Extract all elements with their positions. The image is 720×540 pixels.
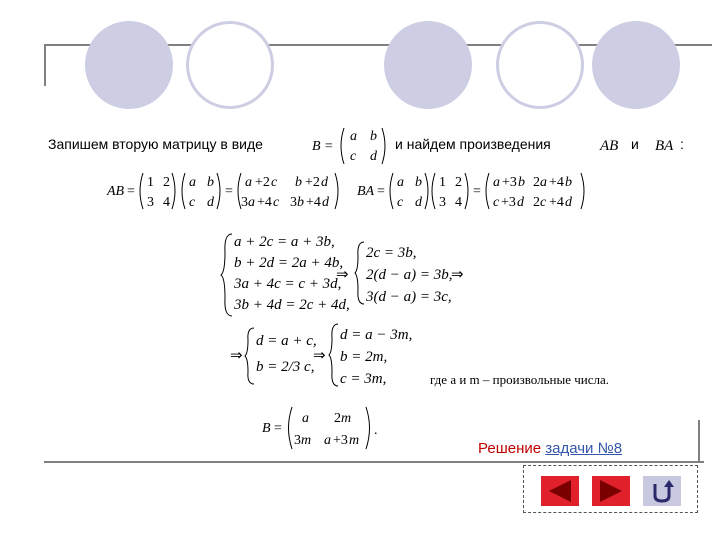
svg-text:4: 4 xyxy=(163,195,170,210)
svg-text:b: b xyxy=(295,175,302,190)
system-3-line: d = a + c, xyxy=(256,333,317,349)
svg-text:2: 2 xyxy=(533,175,540,190)
svg-text:2: 2 xyxy=(163,175,170,190)
intro-colon: : xyxy=(680,136,684,152)
svg-text:=: = xyxy=(225,184,233,199)
system-1-line: 3b + 4d = 2c + 4d, xyxy=(234,297,350,313)
svg-text:1: 1 xyxy=(147,175,154,190)
system-2-line: 2(d − a) = 3b, xyxy=(366,267,453,283)
result-matrix xyxy=(262,404,392,452)
svg-text:1: 1 xyxy=(439,175,446,190)
system-2-line: 2c = 3b, xyxy=(366,245,417,261)
svg-text:d: d xyxy=(370,149,377,164)
svg-text:3: 3 xyxy=(294,433,301,448)
svg-text:=: = xyxy=(473,184,481,199)
decor-circle-1 xyxy=(85,21,173,109)
matrix-b-intro xyxy=(310,124,390,168)
svg-text:b: b xyxy=(415,175,422,190)
next-slide-button[interactable] xyxy=(592,476,630,506)
footer-rule xyxy=(44,461,704,463)
return-arrow-icon xyxy=(643,476,681,506)
system-1-line: 3a + 4c = c + 3d, xyxy=(234,276,342,292)
decor-circle-2 xyxy=(186,21,274,109)
intro-conj: и xyxy=(631,136,639,152)
system-2-brace xyxy=(354,240,366,306)
svg-text:c: c xyxy=(271,175,278,190)
implies-arrow-1: ⇒ xyxy=(336,266,349,283)
implies-arrow-2: ⇒ xyxy=(451,266,464,283)
product-ab-label: AB xyxy=(600,138,619,154)
svg-text:a: a xyxy=(540,175,547,190)
system-1 xyxy=(234,232,350,316)
task-link[interactable]: задачи №8 xyxy=(545,440,623,457)
svg-text:3: 3 xyxy=(439,195,446,210)
svg-text:BA: BA xyxy=(357,184,375,199)
svg-text:+2: +2 xyxy=(255,175,270,190)
svg-text:a: a xyxy=(189,175,196,190)
svg-text:a: a xyxy=(350,129,357,144)
svg-text:c: c xyxy=(350,149,357,164)
svg-text:AB: AB xyxy=(107,184,125,199)
svg-text:a: a xyxy=(324,433,331,448)
system-3 xyxy=(256,328,317,380)
system-4-line: d = a − 3m, xyxy=(340,327,413,343)
svg-text:c: c xyxy=(189,195,196,210)
svg-text:3: 3 xyxy=(241,195,248,210)
svg-text:=: = xyxy=(274,421,282,436)
svg-text:c: c xyxy=(397,195,404,210)
solution-label: Решение xyxy=(478,440,542,457)
svg-text:B: B xyxy=(262,421,271,436)
svg-text:+3: +3 xyxy=(333,433,348,448)
system-3-line: b = 2/3 c, xyxy=(256,359,315,375)
implies-arrow-4: ⇒ xyxy=(313,347,326,364)
svg-text:c: c xyxy=(273,195,280,210)
product-ba-equation xyxy=(355,168,595,214)
left-rule xyxy=(44,44,46,86)
svg-text:a: a xyxy=(397,175,404,190)
svg-text:+4: +4 xyxy=(257,195,272,210)
prev-slide-button[interactable] xyxy=(541,476,579,506)
svg-text:b: b xyxy=(565,175,572,190)
svg-text:b: b xyxy=(207,175,214,190)
system-1-line: a + 2c = a + 3b, xyxy=(234,234,335,250)
system-4 xyxy=(340,324,412,390)
svg-text:d: d xyxy=(517,195,524,210)
solution-footer xyxy=(478,440,622,457)
decor-circle-5 xyxy=(592,21,680,109)
svg-text:.: . xyxy=(374,423,378,438)
footer-right-rule xyxy=(698,420,700,462)
svg-text:+4: +4 xyxy=(549,175,564,190)
svg-text:d: d xyxy=(565,195,572,210)
svg-text:=: = xyxy=(127,184,135,199)
system-2 xyxy=(366,242,452,308)
product-ba-label: BA xyxy=(655,138,674,154)
arrow-left-icon xyxy=(541,476,579,506)
intro-text-2: и найдем произведения xyxy=(395,136,551,152)
svg-text:b: b xyxy=(518,175,525,190)
svg-text:m: m xyxy=(349,433,360,448)
system-3-brace xyxy=(244,326,256,386)
svg-text:3: 3 xyxy=(290,195,297,210)
svg-text:m: m xyxy=(301,433,312,448)
return-button[interactable] xyxy=(643,476,681,506)
system-1-line: b + 2d = 2a + 4b, xyxy=(234,255,344,271)
svg-text:+3: +3 xyxy=(501,195,516,210)
system-4-line: b = 2m, xyxy=(340,349,388,365)
svg-text:=: = xyxy=(377,184,385,199)
product-ab-equation xyxy=(105,168,345,214)
svg-text:+3: +3 xyxy=(502,175,517,190)
svg-text:2: 2 xyxy=(533,195,540,210)
svg-text:a: a xyxy=(248,195,255,210)
svg-text:m: m xyxy=(341,411,352,426)
svg-text:2: 2 xyxy=(334,411,341,426)
svg-text:d: d xyxy=(415,195,422,210)
system-4-brace xyxy=(328,322,340,388)
svg-text:a: a xyxy=(493,175,500,190)
svg-text:3: 3 xyxy=(147,195,154,210)
intro-text-1: Запишем вторую матрицу в виде xyxy=(48,136,263,152)
svg-text:4: 4 xyxy=(455,195,462,210)
system-2-line: 3(d − a) = 3c, xyxy=(366,289,452,305)
svg-text:d: d xyxy=(321,175,328,190)
svg-text:b: b xyxy=(370,129,377,144)
system-4-line: c = 3m, xyxy=(340,371,387,387)
svg-text:+4: +4 xyxy=(306,195,321,210)
svg-text:+2: +2 xyxy=(305,175,320,190)
svg-text:c: c xyxy=(540,195,547,210)
svg-text:+4: +4 xyxy=(549,195,564,210)
svg-text:d: d xyxy=(322,195,329,210)
svg-text:b: b xyxy=(297,195,304,210)
note-text: где a и m – произвольные числа. xyxy=(430,372,609,387)
svg-text:c: c xyxy=(493,195,500,210)
decor-circle-3 xyxy=(384,21,472,109)
arrow-right-icon xyxy=(592,476,630,506)
decor-circle-4 xyxy=(496,21,584,109)
matrix-b-lhs: B = xyxy=(312,139,334,154)
svg-text:2: 2 xyxy=(455,175,462,190)
system-1-brace xyxy=(220,232,234,318)
implies-arrow-3: ⇒ xyxy=(230,347,243,364)
svg-text:a: a xyxy=(302,411,309,426)
svg-text:d: d xyxy=(207,195,214,210)
svg-text:a: a xyxy=(245,175,252,190)
